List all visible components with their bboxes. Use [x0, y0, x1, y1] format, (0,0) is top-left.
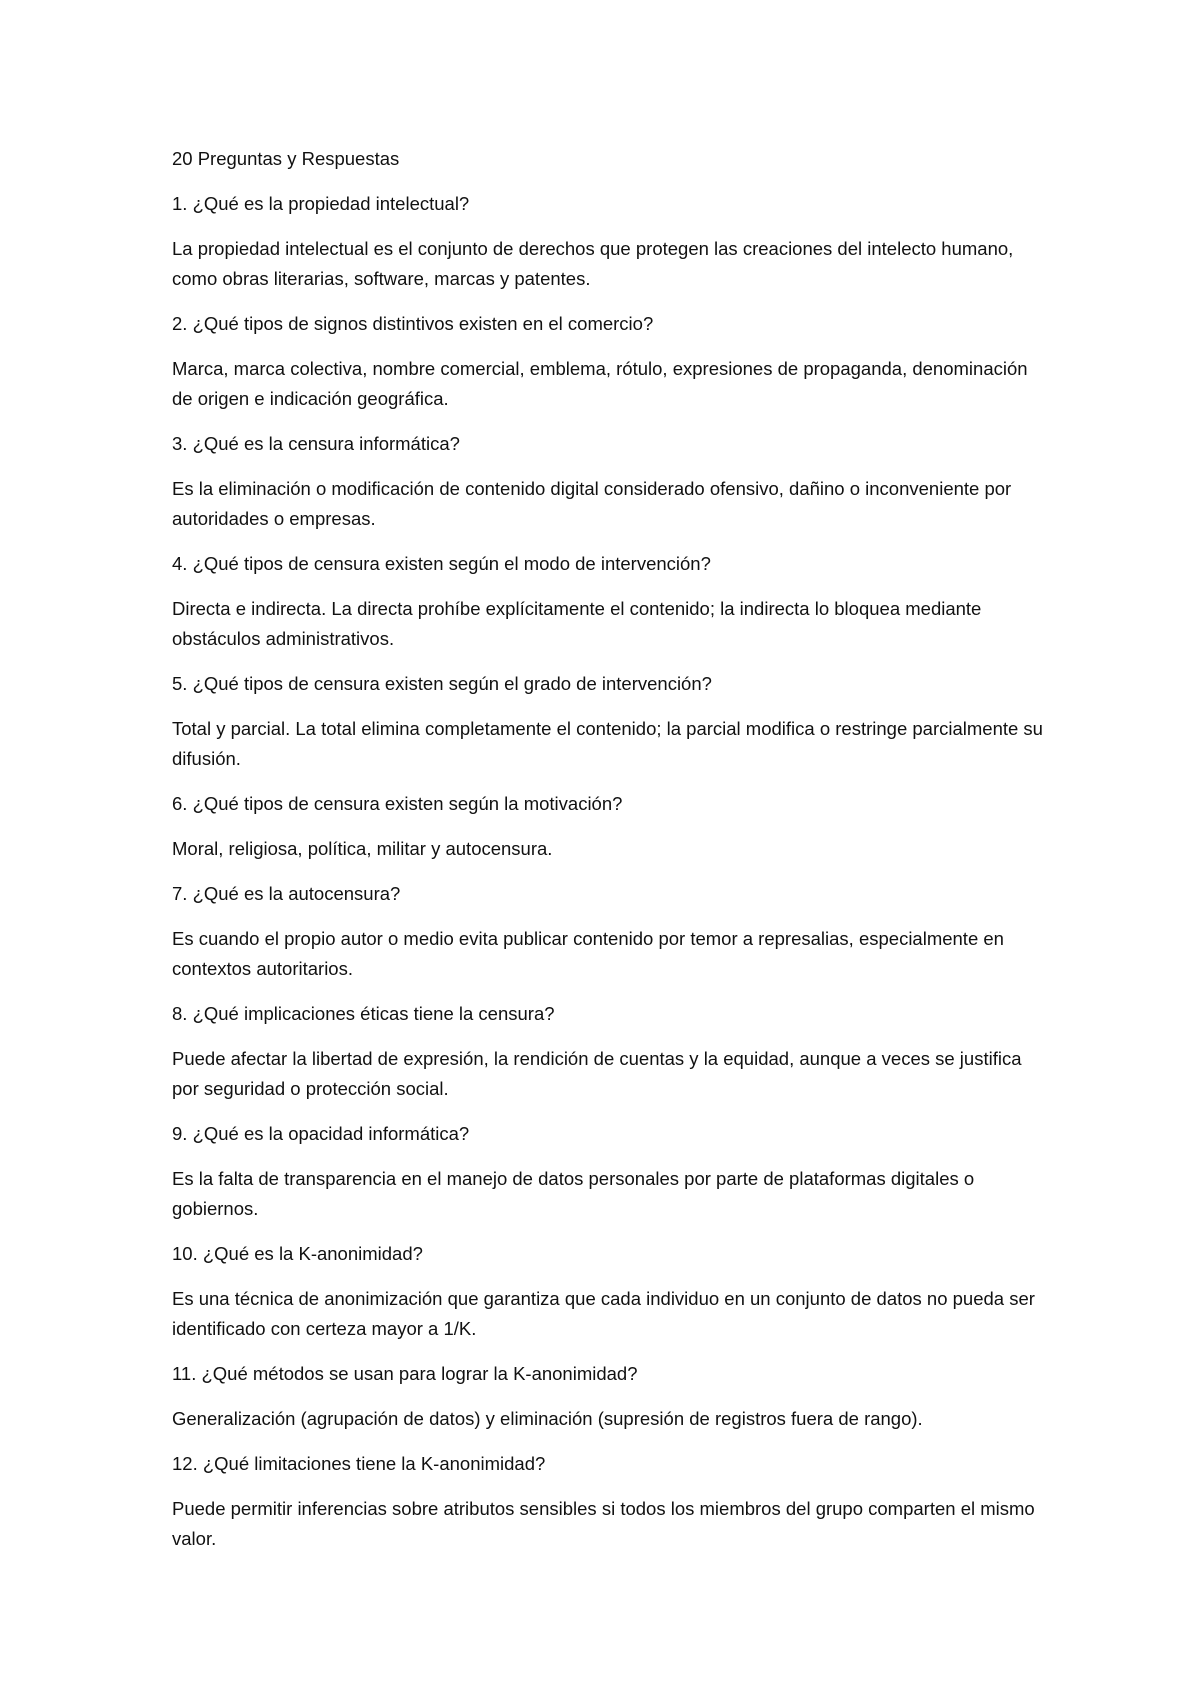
question-text: 7. ¿Qué es la autocensura?: [172, 883, 401, 904]
qa-item: [172, 789, 1052, 864]
question-text: 12. ¿Qué limitaciones tiene la K-anonimidad?: [172, 1453, 546, 1474]
question-text: 6. ¿Qué tipos de censura existen según la motivación?: [172, 793, 623, 814]
qa-item: [172, 309, 1052, 414]
answer-text: Marca, marca colectiva, nombre comercial, emblema, rótulo, expresiones de propaganda, denominación de origen e indicación geográfica.: [172, 358, 1028, 409]
answer-text: Directa e indirecta. La directa prohíbe explícitamente el contenido; la indirecta lo bloquea mediante obstáculos administrativos.: [172, 598, 982, 649]
qa-item: [172, 999, 1052, 1104]
question-text: 1. ¿Qué es la propiedad intelectual?: [172, 193, 470, 214]
answer-text: Puede permitir inferencias sobre atributos sensibles si todos los miembros del grupo comparten el mismo valor.: [172, 1498, 1035, 1549]
document-title: 20 Preguntas y Respuestas: [172, 148, 400, 169]
answer-text: Es la falta de transparencia en el manejo de datos personales por parte de plataformas digitales o gobiernos.: [172, 1168, 975, 1219]
answer-text: Puede afectar la libertad de expresión, la rendición de cuentas y la equidad, aunque a veces se justifica por seguridad o protección social.: [172, 1048, 1022, 1099]
qa-item: [172, 189, 1052, 294]
document-page: [172, 144, 1052, 1569]
qa-item: [172, 429, 1052, 534]
answer-text: Generalización (agrupación de datos) y eliminación (supresión de registros fuera de rango).: [172, 1408, 923, 1429]
answer-text: Es una técnica de anonimización que garantiza que cada individuo en un conjunto de datos no pueda ser identificado con certeza mayor a 1/K.: [172, 1288, 1035, 1339]
qa-item: [172, 669, 1052, 774]
answer-text: Total y parcial. La total elimina completamente el contenido; la parcial modifica o restringe parcialmente su difusión.: [172, 718, 1043, 769]
question-text: 3. ¿Qué es la censura informática?: [172, 433, 460, 454]
question-text: 5. ¿Qué tipos de censura existen según el grado de intervención?: [172, 673, 712, 694]
question-text: 4. ¿Qué tipos de censura existen según el modo de intervención?: [172, 553, 711, 574]
answer-text: Es cuando el propio autor o medio evita publicar contenido por temor a represalias, especialmente en contextos autoritarios.: [172, 928, 1004, 979]
question-text: 10. ¿Qué es la K-anonimidad?: [172, 1243, 423, 1264]
qa-item: [172, 879, 1052, 984]
question-text: 9. ¿Qué es la opacidad informática?: [172, 1123, 470, 1144]
qa-item: [172, 1449, 1052, 1554]
answer-text: Moral, religiosa, política, militar y autocensura.: [172, 838, 553, 859]
qa-item: [172, 1239, 1052, 1344]
question-text: 8. ¿Qué implicaciones éticas tiene la censura?: [172, 1003, 555, 1024]
question-text: 2. ¿Qué tipos de signos distintivos existen en el comercio?: [172, 313, 654, 334]
question-text: 11. ¿Qué métodos se usan para lograr la K-anonimidad?: [172, 1363, 638, 1384]
qa-item: [172, 549, 1052, 654]
qa-item: [172, 1119, 1052, 1224]
answer-text: La propiedad intelectual es el conjunto de derechos que protegen las creaciones del intelecto humano, como obras literarias, software, marcas y patentes.: [172, 238, 1014, 289]
qa-item: [172, 1359, 1052, 1434]
answer-text: Es la eliminación o modificación de contenido digital considerado ofensivo, dañino o inconveniente por autoridades o empresas.: [172, 478, 1012, 529]
